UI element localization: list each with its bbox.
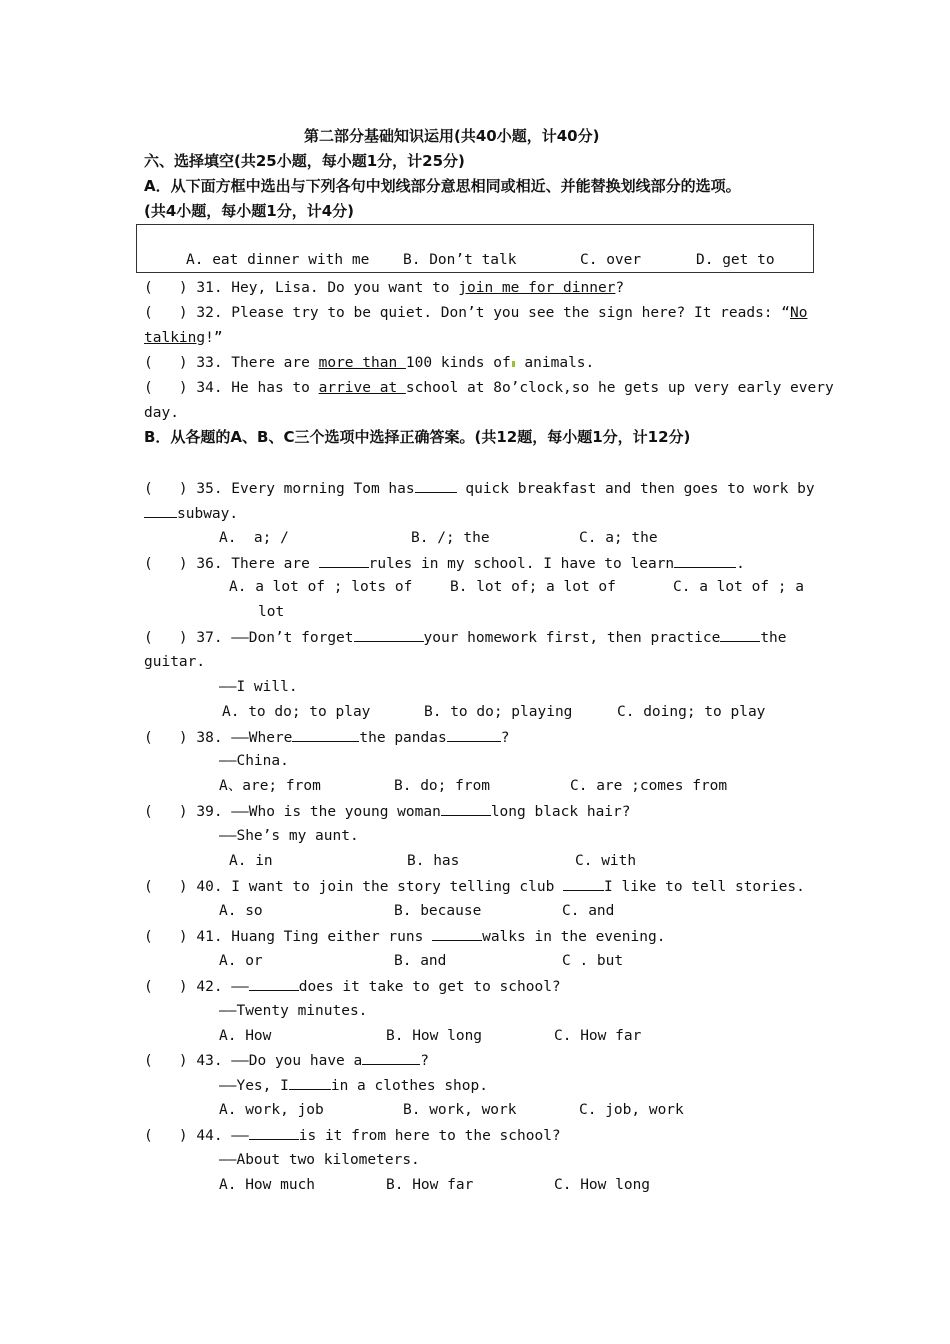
q40-option-b: B. because bbox=[394, 903, 482, 919]
box-option-b: B. Don’t talk bbox=[403, 252, 517, 268]
q40-option-c: C. and bbox=[562, 903, 615, 919]
part6-title: 六、选择填空(共25小题，每小题1分，计25分) bbox=[144, 152, 465, 170]
q38-option-c: C. are ;comes from bbox=[570, 778, 728, 794]
q37-option-a: A. to do; to play bbox=[222, 704, 371, 720]
q43-option-b: B. work, work bbox=[403, 1102, 517, 1118]
q44-option-a: A. How much bbox=[219, 1177, 316, 1193]
q36-option-c-cont: lot bbox=[258, 604, 285, 620]
question-37-reply: ——I will. bbox=[219, 679, 298, 695]
box-option-d: D. get to bbox=[696, 252, 775, 268]
box-option-c: C. over bbox=[580, 252, 642, 268]
partA-instruction-1: A．从下面方框中选出与下列各句中划线部分意思相同或相近、并能替换划线部分的选项。 bbox=[144, 177, 741, 195]
box-option-a: A. eat dinner with me bbox=[186, 252, 370, 268]
q36-option-c: C. a lot of ; a bbox=[673, 579, 804, 595]
question-38: ( ) 38. ——Where the pandas ? bbox=[144, 727, 509, 748]
q42-option-c: C. How far bbox=[554, 1028, 642, 1044]
q37-option-c: C. doing; to play bbox=[617, 704, 766, 720]
q43-option-c: C. job, work bbox=[579, 1102, 684, 1118]
q41-option-a: A. or bbox=[219, 953, 263, 969]
q41-option-c: C . but bbox=[562, 953, 624, 969]
question-42-reply: ——Twenty minutes. bbox=[219, 1003, 368, 1019]
question-34-cont: day. bbox=[144, 405, 179, 421]
q36-option-b: B. lot of; a lot of bbox=[450, 579, 616, 595]
q36-option-a: A. a lot of ; lots of bbox=[229, 579, 413, 595]
q42-option-b: B. How long bbox=[386, 1028, 483, 1044]
question-42: ( ) 42. —— does it take to get to school? bbox=[144, 976, 561, 997]
question-32-cont: talking!” bbox=[144, 330, 223, 346]
question-37: ( ) 37. ——Don’t forget your homework first, then practice the bbox=[144, 627, 787, 648]
q39-option-a: A. in bbox=[229, 853, 273, 869]
edit-mark bbox=[512, 361, 515, 367]
q44-option-b: B. How far bbox=[386, 1177, 474, 1193]
q35-option-a: A. a; / bbox=[219, 530, 289, 546]
question-33: ( ) 33. There are more than 100 kinds of animals. bbox=[144, 355, 595, 371]
q35-option-b: B. /; the bbox=[411, 530, 490, 546]
q43-option-a: A. work, job bbox=[219, 1102, 324, 1118]
q39-option-c: C. with bbox=[575, 853, 637, 869]
question-32: ( ) 32. Please try to be quiet. Don’t you see the sign here? It reads: “No bbox=[144, 305, 808, 321]
question-44: ( ) 44. —— is it from here to the school? bbox=[144, 1125, 561, 1146]
question-40: ( ) 40. I want to join the story telling club I like to tell stories. bbox=[144, 876, 805, 897]
q38-option-b: B. do; from bbox=[394, 778, 491, 794]
question-41: ( ) 41. Huang Ting either runs walks in the evening. bbox=[144, 926, 665, 947]
partB-title: B．从各题的A、B、C三个选项中选择正确答案。(共12题，每小题1分，计12分) bbox=[144, 428, 691, 446]
question-35-cont: subway. bbox=[144, 503, 238, 524]
question-36: ( ) 36. There are rules in my school. I have to learn . bbox=[144, 553, 745, 574]
q44-option-c: C. How long bbox=[554, 1177, 651, 1193]
question-37-cont: guitar. bbox=[144, 654, 206, 670]
question-43: ( ) 43. ——Do you have a ? bbox=[144, 1050, 429, 1071]
question-39: ( ) 39. ——Who is the young woman long black hair? bbox=[144, 801, 631, 822]
question-43-reply: ——Yes, I in a clothes shop. bbox=[219, 1075, 488, 1096]
question-35: ( ) 35. Every morning Tom has quick breakfast and then goes to work by bbox=[144, 478, 815, 499]
q41-option-b: B. and bbox=[394, 953, 447, 969]
q38-option-a: A、are; from bbox=[219, 778, 321, 794]
section-title: 第二部分基础知识运用(共40小题，计40分) bbox=[304, 127, 600, 145]
q37-option-b: B. to do; playing bbox=[424, 704, 573, 720]
q39-option-b: B. has bbox=[407, 853, 460, 869]
question-38-reply: ——China. bbox=[219, 753, 289, 769]
question-39-reply: ——She’s my aunt. bbox=[219, 828, 359, 844]
question-31: ( ) 31. Hey, Lisa. Do you want to join me for dinner? bbox=[144, 280, 625, 296]
q42-option-a: A. How bbox=[219, 1028, 272, 1044]
q35-option-c: C. a; the bbox=[579, 530, 658, 546]
question-34: ( ) 34. He has to arrive at school at 8o’clock,so he gets up very early every bbox=[144, 380, 834, 396]
partA-instruction-2: (共4小题，每小题1分，计4分) bbox=[144, 202, 355, 220]
question-44-reply: ——About two kilometers. bbox=[219, 1152, 420, 1168]
q40-option-a: A. so bbox=[219, 903, 263, 919]
